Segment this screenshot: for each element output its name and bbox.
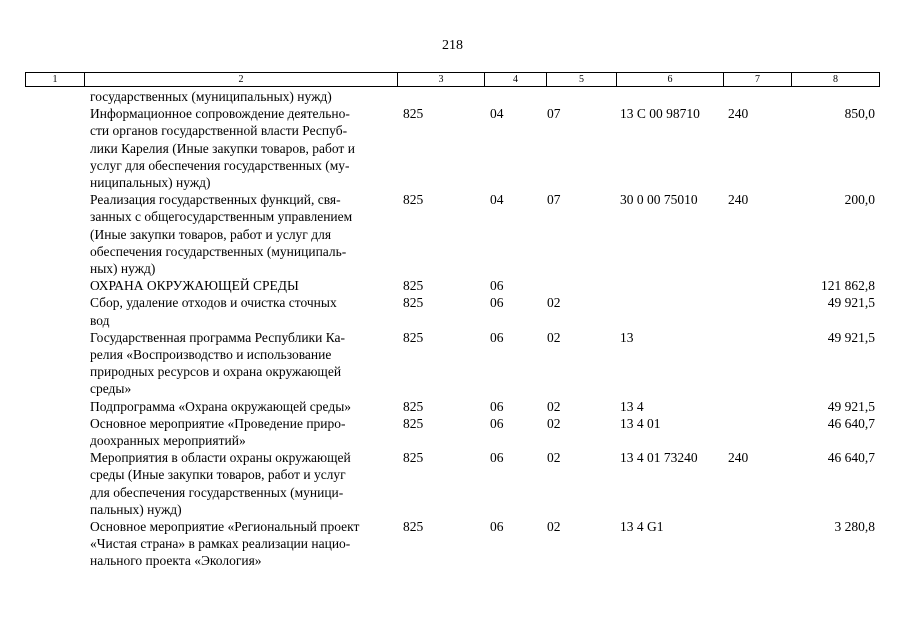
- cell-col-4: 04: [490, 192, 504, 208]
- cell-col-4: 06: [490, 278, 504, 294]
- cell-col-8: 3 280,8: [834, 519, 875, 535]
- row-name-line: Государственная программа Республики Ка-: [90, 329, 346, 345]
- row-name-line: природных ресурсов и охрана окружающей: [90, 364, 342, 380]
- cell-col-6: 13 4 G1: [620, 519, 664, 535]
- row-name: [90, 449, 400, 518]
- cell-col-8: 200,0: [844, 192, 875, 208]
- cell-col-3: 825: [403, 278, 424, 294]
- column-header-8: 8: [833, 74, 838, 85]
- cell-col-7: 240: [728, 192, 749, 208]
- cell-col-3: 825: [403, 450, 424, 466]
- row-name-line: Подпрограмма «Охрана окружающей среды»: [90, 398, 352, 414]
- row-name: [90, 277, 400, 294]
- row-name-line: ОХРАНА ОКРУЖАЮЩЕЙ СРЕДЫ: [90, 278, 299, 294]
- row-name-line: Мероприятия в области охраны окружающей: [90, 450, 351, 466]
- cell-col-5: 02: [547, 398, 561, 414]
- table-row: [0, 518, 905, 570]
- cell-col-6: 30 0 00 75010: [620, 192, 698, 208]
- row-name-line: нального проекта «Экология»: [90, 553, 262, 569]
- row-name-line: государственных (муниципальных) нужд): [90, 89, 332, 104]
- cell-col-6: 13 С 00 98710: [620, 106, 700, 122]
- table-header: [25, 72, 880, 87]
- row-name-line: Основное мероприятие «Региональный проект: [90, 519, 360, 535]
- cell-col-5: 02: [547, 519, 561, 535]
- row-name-line: обеспечения государственных (муниципаль-: [90, 243, 347, 259]
- cell-col-7: 240: [728, 106, 749, 122]
- row-name-line: доохранных мероприятий»: [90, 433, 246, 449]
- row-name-line: Информационное сопровождение деятельно-: [90, 106, 350, 122]
- page-number: 218: [442, 38, 463, 53]
- table-row: [0, 88, 905, 105]
- column-header-1: 1: [26, 73, 85, 86]
- table-row: [0, 398, 905, 415]
- row-name-line: лики Карелия (Иные закупки товаров, работ и: [90, 140, 355, 156]
- table-row: [0, 105, 905, 191]
- column-header-3: 3: [398, 73, 485, 86]
- row-name-line: Реализация государственных функций, свя-: [90, 192, 341, 208]
- table-row: [0, 191, 905, 277]
- row-name-line: услуг для обеспечения государственных (му-: [90, 157, 350, 173]
- table-row: [0, 329, 905, 398]
- row-name: [90, 415, 400, 449]
- cell-col-4: 06: [490, 295, 504, 311]
- cell-col-4: 04: [490, 106, 504, 122]
- table-body: [0, 88, 905, 570]
- row-name-line: Сбор, удаление отходов и очистка сточных: [90, 295, 337, 311]
- row-name-line: (Иные закупки товаров, работ и услуг для: [90, 226, 332, 242]
- row-name-line: сти органов государственной власти Респуб-: [90, 123, 348, 139]
- row-name-line: занных с общегосударственным управлением: [90, 209, 353, 225]
- row-name: [90, 518, 400, 570]
- table-row: [0, 294, 905, 328]
- row-name-line: Основное мероприятие «Проведение приро-: [90, 415, 346, 431]
- table-row: [0, 277, 905, 294]
- cell-col-3: 825: [403, 329, 424, 345]
- cell-col-5: 02: [547, 415, 561, 431]
- row-name-line: пальных) нужд): [90, 501, 182, 517]
- cell-col-5: 02: [547, 295, 561, 311]
- cell-col-6: 13 4 01 73240: [620, 450, 698, 466]
- row-name-line: для обеспечения государственных (муници-: [90, 484, 344, 500]
- cell-col-8: 49 921,5: [827, 295, 875, 311]
- cell-col-3: 825: [403, 519, 424, 535]
- cell-col-5: 07: [547, 192, 561, 208]
- cell-col-4: 06: [490, 398, 504, 414]
- cell-col-4: 06: [490, 450, 504, 466]
- column-header-7: 7: [724, 73, 792, 86]
- cell-col-8: 850,0: [844, 106, 875, 122]
- cell-col-3: 825: [403, 295, 424, 311]
- table-row: [0, 415, 905, 449]
- cell-col-8: 121 862,8: [821, 278, 875, 294]
- cell-col-8: 46 640,7: [827, 450, 875, 466]
- row-name-line: «Чистая страна» в рамках реализации нацио-: [90, 536, 351, 552]
- cell-col-6: 13 4: [620, 398, 644, 414]
- cell-col-6: 13 4 01: [620, 415, 661, 431]
- row-name: [90, 105, 400, 191]
- cell-col-5: 07: [547, 106, 561, 122]
- cell-col-6: 13: [620, 329, 634, 345]
- cell-col-4: 06: [490, 415, 504, 431]
- row-name-line: ных) нужд): [90, 261, 156, 277]
- cell-col-4: 06: [490, 329, 504, 345]
- cell-col-7: 240: [728, 450, 749, 466]
- cell-col-3: 825: [403, 106, 424, 122]
- cell-col-5: 02: [547, 450, 561, 466]
- column-header-2: 2: [85, 73, 398, 86]
- cell-col-5: 02: [547, 329, 561, 345]
- cell-col-3: 825: [403, 192, 424, 208]
- row-name: [90, 398, 400, 415]
- row-name: [90, 294, 400, 328]
- column-header-4: 4: [485, 73, 547, 86]
- row-name-line: среды (Иные закупки товаров, работ и услуг: [90, 467, 346, 483]
- cell-col-8: 46 640,7: [827, 415, 875, 431]
- row-name-line: релия «Воспроизводство и использование: [90, 347, 332, 363]
- column-header-5: 5: [547, 73, 617, 86]
- cell-col-3: 825: [403, 398, 424, 414]
- cell-col-8: 49 921,5: [827, 398, 875, 414]
- cell-col-4: 06: [490, 519, 504, 535]
- cell-col-8: 49 921,5: [827, 329, 875, 345]
- row-name: [90, 329, 400, 398]
- cell-col-3: 825: [403, 415, 424, 431]
- table-row: [0, 449, 905, 518]
- row-name: [90, 191, 400, 277]
- row-name-line: вод: [90, 312, 110, 328]
- row-name-line: ниципальных) нужд): [90, 175, 211, 191]
- row-name-line: среды»: [90, 381, 132, 397]
- row-name: [90, 88, 400, 105]
- column-header-6: 6: [617, 73, 724, 86]
